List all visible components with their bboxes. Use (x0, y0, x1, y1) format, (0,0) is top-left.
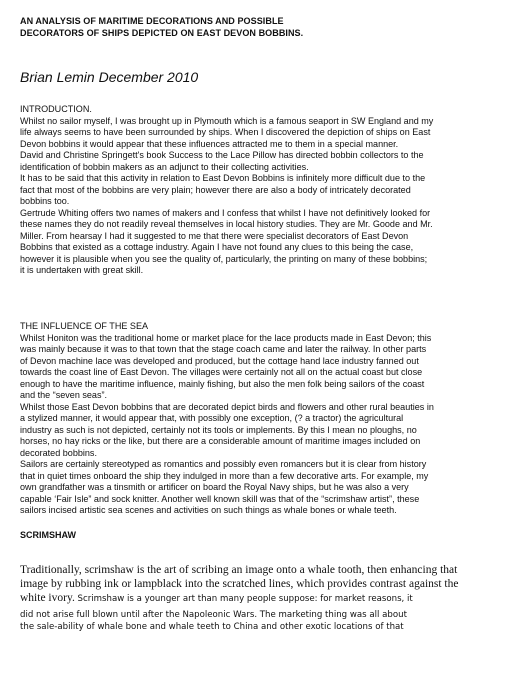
paragraph-line: Sailors are certainly stereotyped as romantics and possibly even romancers but it is clear from history (20, 459, 427, 469)
paragraph-line: Traditionally, scrimshaw is the art of scribing an image onto a whale tooth, then enhancing that (20, 564, 458, 576)
paragraph-line: a stylized manner, it would appear that, with possibly one exception, (? a tractor) the agricultural (20, 413, 404, 423)
paragraph-line: the sale-ability of whale bone and whale teeth to China and other exotic locations of that (20, 621, 404, 632)
paragraph-line: enough to have the maritime influence, mainly fishing, but also the men folk being sailors of the coast (20, 378, 425, 389)
paragraph-line: Devon bobbins it would appear that these influences attracted me to them in a special manner. (20, 138, 399, 149)
paragraph-line: Miller. From hearsay I had it suggested to me that there were specialist decorators of East Devon (20, 230, 409, 241)
paragraph-line: David and Christine Springett's book Success to the Lace Pillow has directed bobbin collectors to the (20, 150, 424, 160)
paragraph-line: Whilst those East Devon bobbins that are decorated depict birds and flowers and other rural beauties in (20, 401, 434, 412)
paragraph-line (20, 591, 509, 606)
author-date: Brian Lemin December 2010 (20, 69, 199, 85)
paragraph-line: fact that most of the bobbins are very plain; however there are also a body of intricately decorated (20, 184, 411, 195)
paragraph-line: bobbins too. (20, 196, 70, 206)
introduction-heading: INTRODUCTION. (20, 104, 92, 114)
paragraph-line: It has to be said that this activity in relation to East Devon Bobbins is infinitely more difficult due to the (20, 173, 426, 183)
paragraph-line: Gertrude Whiting offers two names of makers and I confess that whilst I have not definitively looked for (20, 207, 431, 218)
paragraph-line: was mainly because it was to that town that the stage coach came and later the railway. In other parts (20, 344, 427, 354)
document-title (20, 16, 500, 39)
scrimshaw-heading: SCRIMSHAW (20, 530, 76, 540)
paragraph-line: did not arise full blown until after the Napoleonic Wars. The marketing thing was all about (20, 610, 407, 620)
paragraph-line: Whilst no sailor myself, I was brought up in Plymouth which is a famous seaport in SW England and my (20, 115, 434, 126)
paragraph-line: horses, no hay ricks or the like, but there are a considerable amount of maritime images included on (20, 436, 421, 446)
paragraph-line: image by rubbing ink or lampblack into the scratched lines, which provides contrast against the (20, 578, 459, 590)
paragraph-line: Bobbins that existed as a cottage industry. Again I have not found any clues to this being the case, (20, 242, 414, 252)
paragraph-fragment: white ivory. (20, 592, 75, 604)
paragraph-line: sailors incised artistic sea scenes and activities on such things as whale bones or whale teeth. (20, 505, 397, 515)
paragraph-line: of Devon machine lace was developed and produced, but the cottage hand lace industry fanned out (20, 355, 419, 366)
paragraph-line: it is undertaken with great skill. (20, 265, 144, 275)
scrimshaw-serif-paragraph (20, 563, 509, 606)
paragraph-line: identification of bobbin makers as an adjunct to their collecting activities. (20, 161, 309, 172)
title-line: AN ANALYSIS OF MARITIME DECORATIONS AND POSSIBLE (20, 16, 284, 26)
paragraph-line: towards the coast line of East Devon. The villages were certainly not all on the actual coast but close (20, 367, 423, 377)
introduction-section (20, 104, 509, 277)
scrimshaw-paragraph (20, 610, 509, 633)
paragraph-fragment: Scrimshaw is a younger art than many people suppose: for market reasons, it (74, 594, 413, 604)
influence-section (20, 321, 509, 517)
paragraph-line: decorated bobbins. (20, 447, 97, 458)
paragraph-line: industry as such is not depicted, certainly not its tools or implements. By this I mean no ploughs, no (20, 424, 417, 435)
paragraph-line: however it is plausible when you see the quality of, particularly, the printing on many of these bobbins; (20, 253, 428, 264)
paragraph-line: and the “seven seas”. (20, 390, 108, 400)
influence-heading: THE INFLUENCE OF THE SEA (20, 321, 149, 331)
paragraph-line: capable ‘Fair Isle” and sock knitter. Another well known skill was that of the “scrimshaw artist”, these (20, 493, 420, 504)
paragraph-line: that in quiet times onboard the ship they indulged in more than a few decorative arts. For example, my (20, 470, 429, 481)
paragraph-line: Whilst Honiton was the traditional home or market place for the lace products made in East Devon; this (20, 332, 432, 343)
title-line: DECORATORS OF SHIPS DEPICTED ON EAST DEVON BOBBINS. (20, 27, 304, 38)
paragraph-line: life always seems to have been surrounded by ships. When I discovered the depiction of ships on East (20, 127, 431, 137)
paragraph-line: these names they do not readily reveal themselves in local history studies. They are Mr. Goode and Mr. (20, 219, 433, 229)
paragraph-line: own grandfather was a tinsmith or artificer on board the Royal Navy ships, but he was also a very (20, 482, 409, 492)
